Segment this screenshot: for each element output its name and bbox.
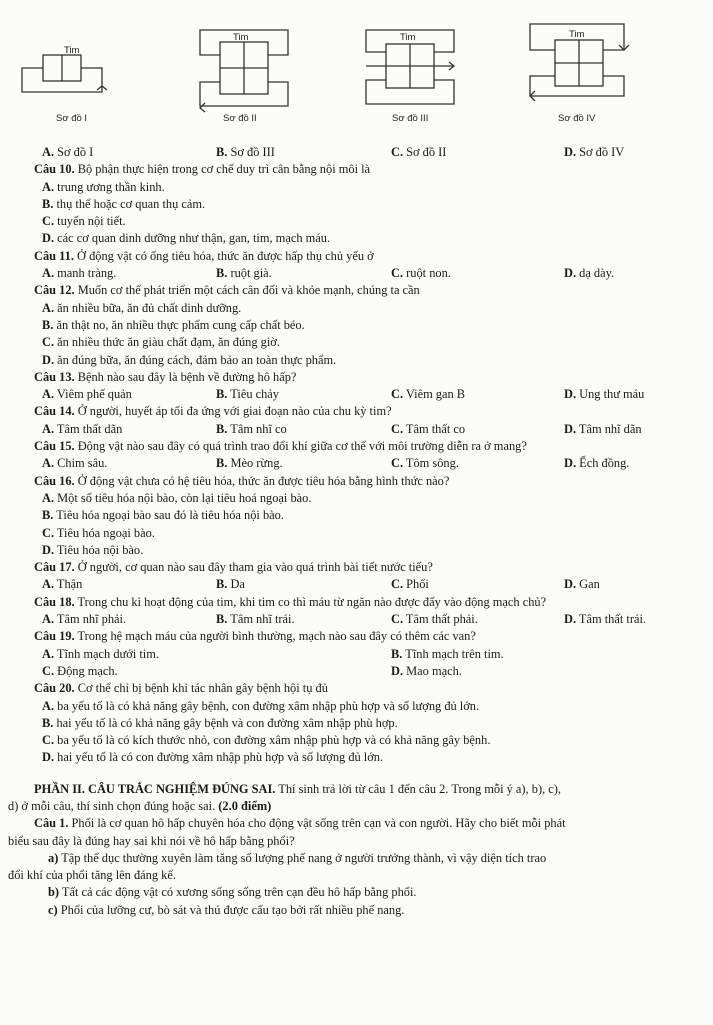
q15-option-a[interactable]: A. Chim sâu. xyxy=(42,456,108,471)
statement-c-text: Phổi của lưỡng cư, bò sát và thú được cấu tạo bởi rất nhiều phế nang. xyxy=(57,902,405,917)
part-2-intro-2: d) ở mỗi câu, thí sinh chọn đúng hoặc sai. xyxy=(8,798,219,813)
q17-option-d[interactable]: D. Gan xyxy=(564,577,600,592)
q13-option-a[interactable]: A. Viêm phế quản xyxy=(42,387,132,402)
q12-text: Muốn cơ thể phát triển một cách cân đối và khỏe mạnh, chúng ta cần xyxy=(74,283,420,298)
q11-options xyxy=(34,265,706,282)
q16-option-b[interactable]: B. Tiêu hóa ngoại bào sau đó là tiêu hóa nội bào. xyxy=(42,508,284,523)
q11-stem xyxy=(34,248,706,265)
part-2-q1-stem xyxy=(34,815,706,832)
q20-number: Câu 20. xyxy=(34,681,75,696)
q17-options xyxy=(34,576,706,593)
q15-options xyxy=(34,455,706,472)
q18-option-d[interactable]: D. Tâm thất trái. xyxy=(564,612,647,627)
q14-option-b[interactable]: B. Tâm nhĩ co xyxy=(216,421,287,436)
part-2-statement-a[interactable] xyxy=(34,850,706,867)
q13-option-b[interactable]: B. Tiêu chảy xyxy=(216,387,280,402)
part-2-intro-1: Thí sinh trả lời từ câu 1 đến câu 2. Trong mỗi ý a), b), c), xyxy=(275,781,561,796)
q9-option-a[interactable]: A. Sơ đồ I xyxy=(42,145,94,159)
q17-text: Ở người, cơ quan nào sau đây tham gia vào quá trình bài tiết nước tiểu? xyxy=(74,560,433,575)
statement-a-text-1: Tập thể dục thường xuyên làm tăng số lượng phế nang ở người trưởng thành, vì vậy diện tích trao xyxy=(58,850,547,865)
q16-stem xyxy=(34,473,706,490)
q19-stem xyxy=(34,628,706,645)
q9-option-b[interactable]: B. Sơ đồ III xyxy=(216,145,275,159)
q10-option-b[interactable]: B. thụ thể hoặc cơ quan thụ cảm. xyxy=(42,196,206,211)
q12-option-b[interactable]: B. ăn thật no, ăn nhiều thực phẩm cung cấp chất béo. xyxy=(42,317,305,332)
q16-text: Ở động vật chưa có hệ tiêu hóa, thức ăn được tiêu hóa bằng hình thức nào? xyxy=(74,473,450,488)
q18-text: Trong chu kì hoạt động của tim, khi tim co thì máu từ ngăn nào được đẩy vào động mạch chủ? xyxy=(74,594,547,609)
q18-option-c[interactable]: C. Tâm thất phải. xyxy=(391,612,478,627)
q12-stem xyxy=(34,282,706,299)
q9-options xyxy=(34,144,706,161)
part-2-statement-b[interactable] xyxy=(34,884,706,901)
diagram-2-heart-label: Tim xyxy=(233,32,249,43)
part-2-q1-stem-2 xyxy=(8,833,706,850)
q10-option-d[interactable]: D. các cơ quan dinh dưỡng như thận, gan, tim, mạch máu. xyxy=(42,231,331,246)
statement-a-text-2: đổi khí của phổi tăng lên đáng kể. xyxy=(8,868,176,883)
part-2-points: (2.0 điểm) xyxy=(218,798,272,813)
q19-number: Câu 19. xyxy=(34,629,75,644)
questions xyxy=(8,144,706,919)
q9-option-c[interactable]: C. Sơ đồ II xyxy=(391,145,447,159)
part-2-statement-c[interactable] xyxy=(34,902,706,919)
diagram-3-label: Sơ đồ III xyxy=(392,113,429,124)
q11-option-a[interactable]: A. manh tràng. xyxy=(42,266,117,281)
q13-text: Bệnh nào sau đây là bệnh về đường hô hấp? xyxy=(74,369,297,384)
q19-options-row2 xyxy=(34,663,706,680)
part-2 xyxy=(8,781,706,919)
q20-option-b[interactable]: B. hai yếu tố là có khả năng gây bệnh và con đường xâm nhập phù hợp. xyxy=(42,715,398,730)
q10-number: Câu 10. xyxy=(34,162,75,177)
q11-number: Câu 11. xyxy=(34,248,74,263)
q15-number: Câu 15. xyxy=(34,439,75,454)
diagram-4-label: Sơ đồ IV xyxy=(558,113,596,124)
part-2-heading xyxy=(34,781,706,798)
q19-options-row1 xyxy=(34,646,706,663)
q15-option-c[interactable]: C. Tôm sông. xyxy=(391,456,459,471)
q12-number: Câu 12. xyxy=(34,283,75,298)
part-2-intro-line2 xyxy=(8,798,706,815)
q11-text: Ở động vật có ống tiêu hóa, thức ăn được hấp thụ chủ yếu ở xyxy=(73,248,374,263)
q18-option-b[interactable]: B. Tâm nhĩ trái. xyxy=(216,612,295,627)
diagrams-svg xyxy=(0,0,713,130)
diagram-1-heart-label: Tim xyxy=(64,45,80,56)
statement-a-label: a) xyxy=(48,850,59,865)
q16-option-d[interactable]: D. Tiêu hóa nội bào. xyxy=(42,542,144,557)
q14-option-c[interactable]: C. Tâm thất co xyxy=(391,421,466,436)
q11-option-b[interactable]: B. ruột già. xyxy=(216,266,272,281)
q20-stem xyxy=(34,680,706,697)
q10-option-a[interactable]: A. trung ương thần kinh. xyxy=(42,179,165,194)
q15-option-b[interactable]: B. Mèo rừng. xyxy=(216,456,283,471)
q15-stem xyxy=(34,438,706,455)
q20-option-a[interactable]: A. ba yếu tố là có khả năng gây bệnh, con đường xâm nhập phù hợp và số lượng đủ lớn. xyxy=(42,698,480,713)
q19-text: Trong hệ mạch máu của người bình thường, mạch nào sau đây có thêm các van? xyxy=(74,629,476,644)
q20-option-d[interactable]: D. hai yếu tố là có con đường xâm nhập phù hợp và số lượng đủ lớn. xyxy=(42,750,384,765)
statement-b-text: Tất cả các động vật có xương sống sống trên cạn đều hô hấp bằng phổi. xyxy=(59,885,417,900)
statement-b-label: b) xyxy=(48,885,60,900)
q14-number: Câu 14. xyxy=(34,404,75,419)
circulation-diagrams xyxy=(0,0,713,130)
q14-stem xyxy=(34,403,706,420)
q17-number: Câu 17. xyxy=(34,560,75,575)
diagram-4-heart-label: Tim xyxy=(569,29,585,40)
q12-option-d[interactable]: D. ăn đúng bữa, ăn đúng cách, đảm bảo an toàn thực phẩm. xyxy=(42,352,337,367)
q13-stem xyxy=(34,369,706,386)
q14-option-a[interactable]: A. Tâm thất dãn xyxy=(42,421,123,436)
q18-option-a[interactable]: A. Tâm nhĩ phải. xyxy=(42,612,127,627)
q13-option-c[interactable]: C. Viêm gan B xyxy=(391,387,466,402)
q18-stem xyxy=(34,594,706,611)
q12-option-c[interactable]: C. ăn nhiều thức ăn giàu chất đạm, ăn đúng giờ. xyxy=(42,335,280,350)
q19-option-b[interactable]: B. Tĩnh mạch trên tim. xyxy=(391,646,504,661)
q10-option-c[interactable]: C. tuyến nội tiết. xyxy=(42,214,126,229)
q16-option-c[interactable]: C. Tiêu hóa ngoại bào. xyxy=(42,525,155,540)
q18-number: Câu 18. xyxy=(34,594,75,609)
q11-option-d[interactable]: D. dạ dày. xyxy=(564,266,615,281)
q10-text: Bộ phận thực hiện trong cơ chế duy trì cân bằng nội môi là xyxy=(74,162,371,177)
q9-option-d[interactable]: D. Sơ đồ IV xyxy=(564,145,625,159)
q14-text: Ở người, huyết áp tối đa ứng với giai đoạn nào của chu kỳ tim? xyxy=(74,404,392,419)
q13-options xyxy=(34,386,706,403)
q10-stem xyxy=(34,161,706,178)
part-2-q1-text-2: biểu sau đây là đúng hay sai khi nói về hô hấp bằng phổi? xyxy=(8,833,295,848)
q11-option-c[interactable]: C. ruột non. xyxy=(391,266,451,281)
part-2-q1-number: Câu 1. xyxy=(34,816,69,831)
statement-c-label: c) xyxy=(48,902,58,917)
q19-option-c[interactable]: C. Động mạch. xyxy=(42,663,118,678)
diagram-2-label: Sơ đồ II xyxy=(223,113,257,124)
q20-text: Cơ thể chỉ bị bệnh khi tác nhân gây bệnh hội tụ đủ xyxy=(74,681,328,696)
q17-stem xyxy=(34,559,706,576)
q17-option-c[interactable]: C. Phổi xyxy=(391,577,429,592)
q14-options xyxy=(34,421,706,438)
q15-text: Động vật nào sau đây có quá trình trao đổi khí giữa cơ thể với môi trường diễn ra ở mang? xyxy=(74,439,527,454)
q12-option-a[interactable]: A. ăn nhiều bữa, ăn đủ chất dinh dưỡng. xyxy=(42,300,242,315)
q20-option-c[interactable]: C. ba yếu tố là có kích thước nhỏ, con đường xâm nhập phù hợp và có khả năng gây bệnh. xyxy=(42,733,491,748)
q18-options xyxy=(34,611,706,628)
part-2-title: PHẦN II. CÂU TRẮC NGHIỆM ĐÚNG SAI. xyxy=(34,781,276,796)
diagram-3-heart-label: Tim xyxy=(400,32,416,43)
q17-option-b[interactable]: B. Da xyxy=(216,577,245,592)
q15-option-d[interactable]: D. Ếch đồng. xyxy=(564,456,630,471)
q16-option-a[interactable]: A. Một số tiêu hóa nội bào, còn lại tiêu hoá ngoại bào. xyxy=(42,490,312,505)
diagram-1-label: Sơ đồ I xyxy=(56,113,88,124)
q16-number: Câu 16. xyxy=(34,473,75,488)
q19-option-a[interactable]: A. Tĩnh mạch dưới tim. xyxy=(42,646,159,661)
q13-option-d[interactable]: D. Ung thư máu xyxy=(564,387,645,402)
part-2-q1-text-1: Phổi là cơ quan hô hấp chuyên hóa cho động vật sống trên cạn và con người. Hãy cho biết mỗi phát xyxy=(68,816,566,831)
q17-option-a[interactable]: A. Thận xyxy=(42,577,83,592)
diagram-1-drawing xyxy=(22,55,107,92)
q14-option-d[interactable]: D. Tâm nhĩ dãn xyxy=(564,421,642,436)
q19-option-d[interactable]: D. Mao mạch. xyxy=(391,663,462,678)
q13-number: Câu 13. xyxy=(34,369,75,384)
part-2-statement-a-2 xyxy=(8,867,706,884)
